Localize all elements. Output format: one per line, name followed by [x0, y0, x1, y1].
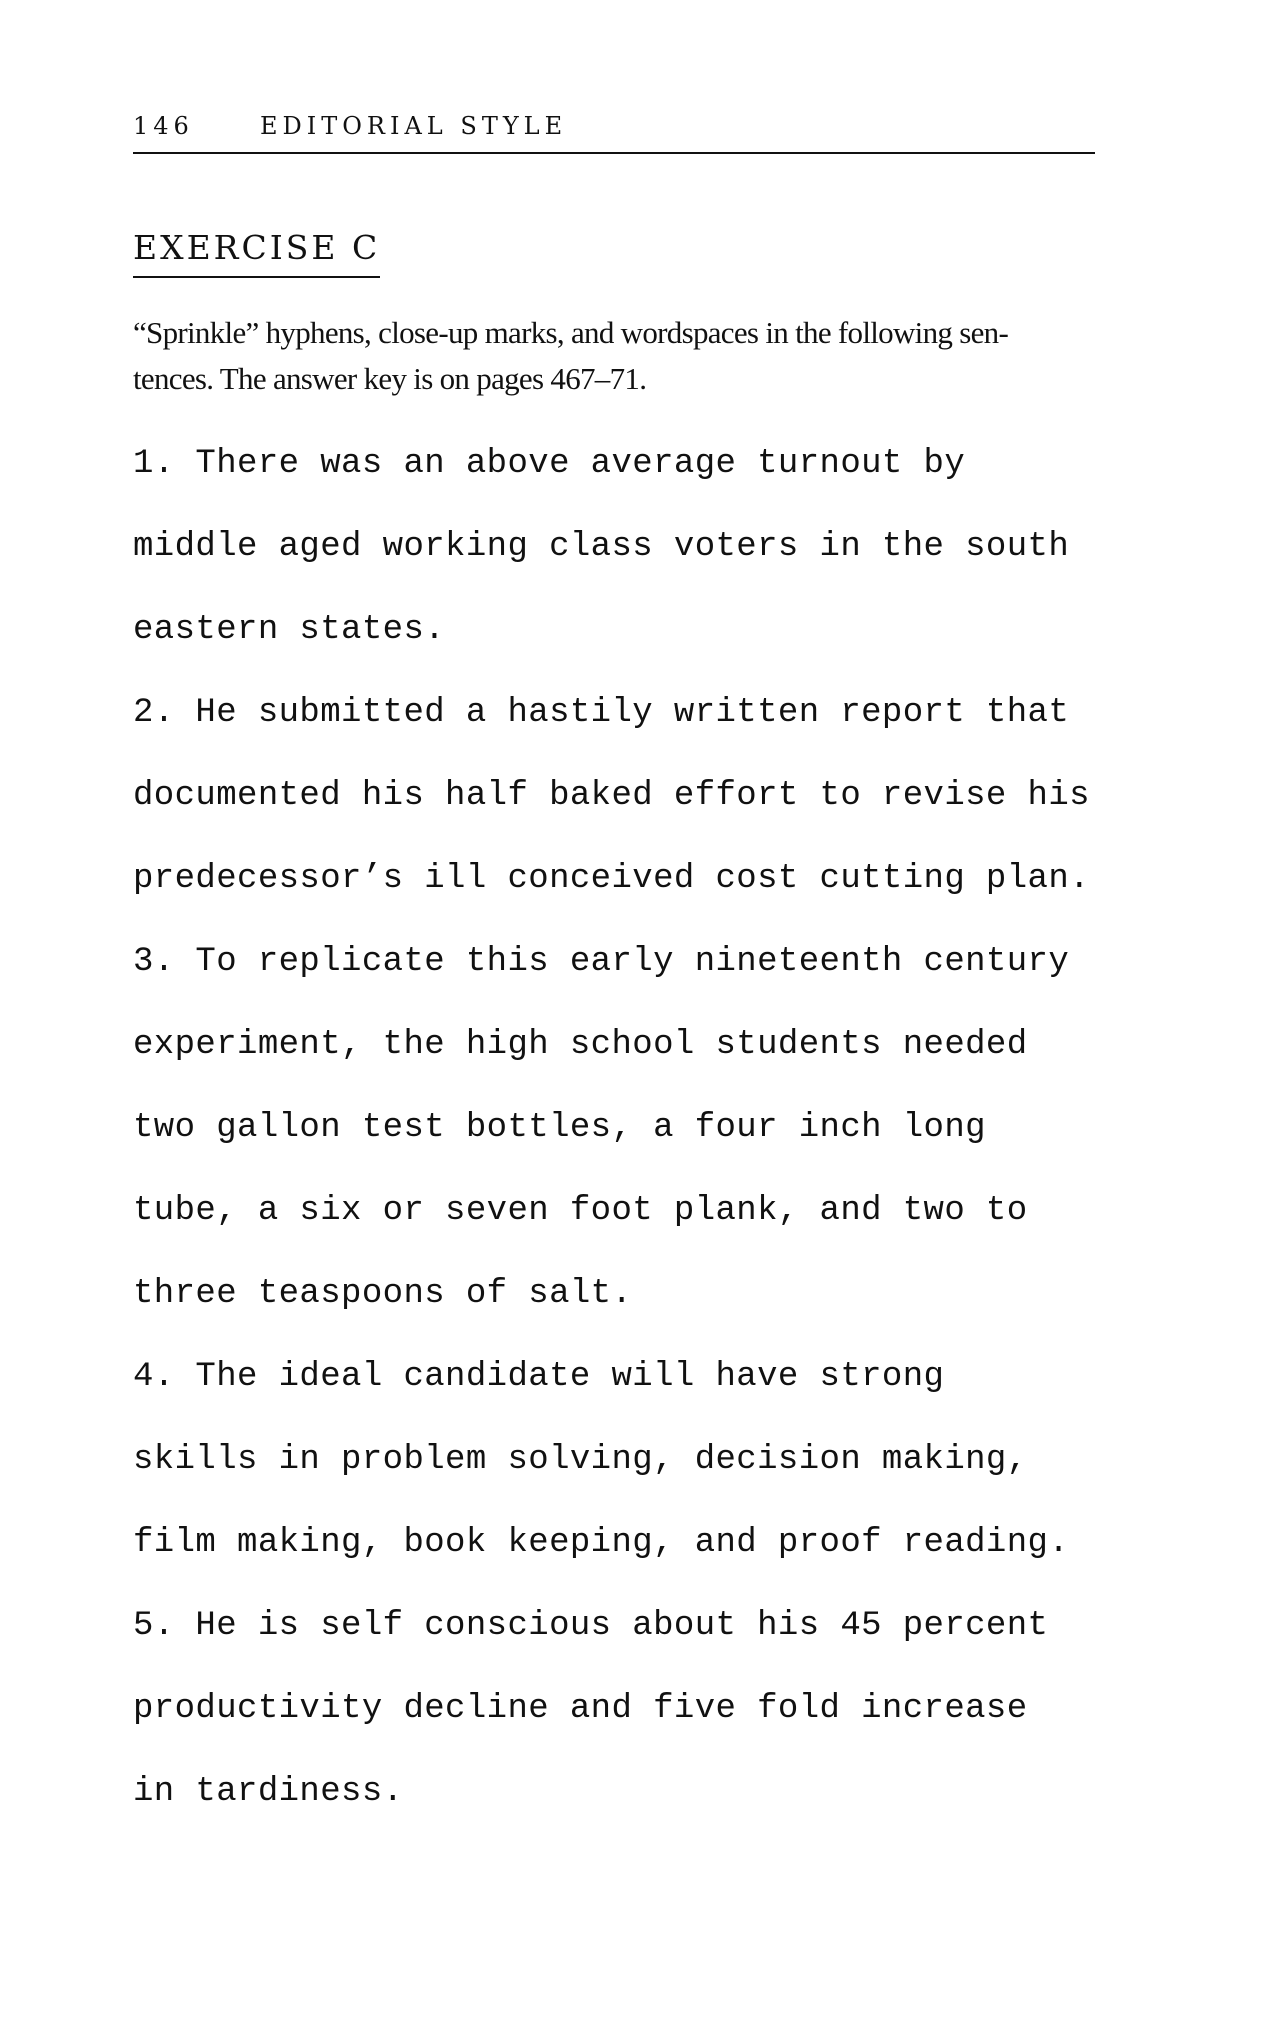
running-head: [133, 110, 1095, 154]
exercise-line: experiment, the high school students needed: [133, 1026, 1028, 1064]
exercise-line: productivity decline and five fold increase: [133, 1690, 1028, 1728]
exercise-line: tube, a six or seven foot plank, and two to: [133, 1192, 1028, 1230]
exercise-line: two gallon test bottles, a four inch long: [133, 1109, 986, 1147]
running-head-title: EDITORIAL STYLE: [260, 112, 568, 140]
exercise-line: 4. The ideal candidate will have strong: [133, 1358, 945, 1396]
exercise-instructions: [133, 310, 1093, 402]
exercise-line: documented his half baked effort to revise his: [133, 777, 1090, 815]
exercise-line: skills in problem solving, decision making,: [133, 1441, 1028, 1479]
exercise-line: three teaspoons of salt.: [133, 1275, 633, 1313]
instructions-line: “Sprinkle” hyphens, close-up marks, and wordspaces in the following sen-: [133, 315, 1009, 350]
exercise-line: 2. He submitted a hastily written report that: [133, 694, 1070, 732]
exercise-heading: EXERCISE C: [133, 226, 380, 278]
exercise-line: eastern states.: [133, 611, 446, 649]
exercise-line: predecessor’s ill conceived cost cutting plan.: [133, 860, 1090, 898]
exercise-line: in tardiness.: [133, 1773, 404, 1811]
exercise-sentences: [133, 442, 1113, 1853]
exercise-line: 5. He is self conscious about his 45 percent: [133, 1607, 1049, 1645]
page-number: 146: [133, 112, 194, 140]
exercise-line: 1. There was an above average turnout by: [133, 445, 966, 483]
instructions-line: tences. The answer key is on pages 467–71.: [133, 361, 647, 396]
exercise-line: 3. To replicate this early nineteenth century: [133, 943, 1070, 981]
exercise-line: middle aged working class voters in the south: [133, 528, 1070, 566]
exercise-line: film making, book keeping, and proof reading.: [133, 1524, 1070, 1562]
